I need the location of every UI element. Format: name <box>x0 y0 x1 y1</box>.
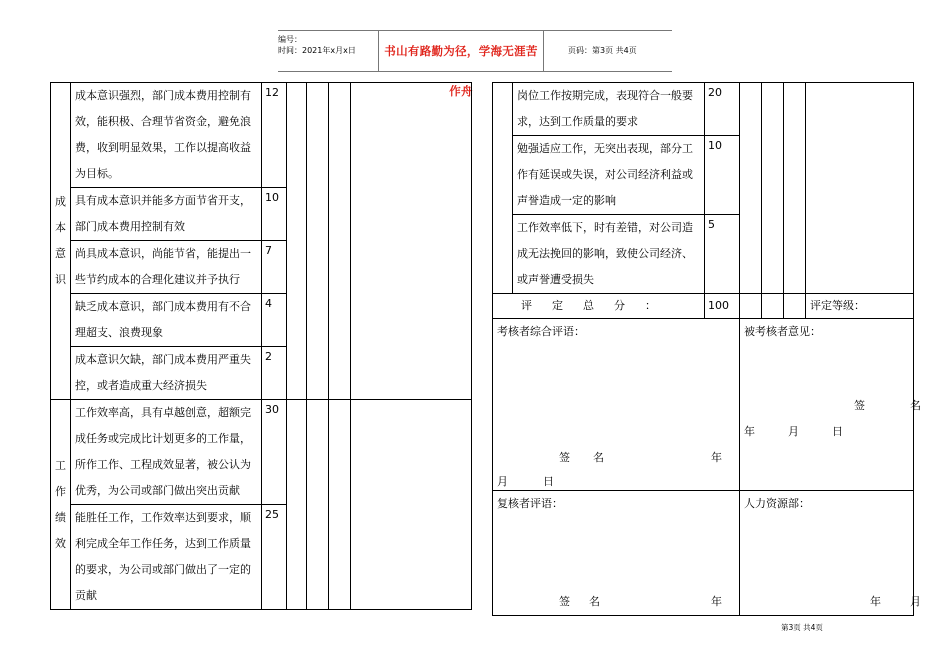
year-char: 年 <box>711 595 722 608</box>
score-cell <box>307 83 329 400</box>
month-char: 月 <box>497 475 508 488</box>
criterion-score: 30 <box>262 400 287 505</box>
day-char: 日 <box>543 475 554 488</box>
year-char: 年 <box>711 451 722 464</box>
total-score: 100 <box>705 294 740 319</box>
year-char: 年 <box>870 595 881 608</box>
name-char: 名 <box>593 451 604 464</box>
grade-label: 评定等级： <box>806 294 914 319</box>
day-char: 日 <box>832 425 843 438</box>
category-cost-awareness: 成 本 意 识 <box>51 83 71 400</box>
assessee-opinion-box[interactable] <box>740 319 921 491</box>
criterion-text: 成本意识欠缺，部门成本费用严重失控，或者造成重大经济损失 <box>71 347 262 400</box>
category-cell <box>493 83 513 294</box>
criterion-score: 20 <box>705 83 740 136</box>
reviewer-label: 复核者评语： <box>497 497 563 510</box>
year-char: 年 <box>744 425 755 438</box>
month-char: 月 <box>788 425 799 438</box>
category-work-performance: 工 作 绩 效 <box>51 400 71 610</box>
criterion-text: 缺乏成本意识，部门成本费用有不合理超支、浪费现象 <box>71 294 262 347</box>
month-char: 月 <box>910 595 921 608</box>
criterion-score: 10 <box>705 136 740 215</box>
criterion-text: 成本意识强烈，部门成本费用控制有效，能积极、合理节省资金，避免浪费，收到明显效果，工作以提高收益为目标。 <box>71 83 262 188</box>
criterion-score: 7 <box>262 241 287 294</box>
criterion-text: 工作效率低下，时有差错，对公司造成无法挽回的影响，致使公司经济、或声誉遭受损失 <box>513 215 705 294</box>
score-cell <box>784 294 806 319</box>
criterion-text: 工作效率高，具有卓越创意，超额完成任务或完成比计划更多的工作量，所作工作、工程成效显著，被公认为优秀，为公司或部门做出突出贡献 <box>71 400 262 505</box>
total-label: 评定总分： <box>493 294 705 319</box>
criterion-score: 4 <box>262 294 287 347</box>
right-evaluation-table <box>492 82 921 616</box>
score-cell <box>740 83 762 294</box>
sign-char: 签 <box>559 451 570 464</box>
criterion-text: 尚具成本意识，尚能节省，能提出一些节约成本的合理化建议并予执行 <box>71 241 262 294</box>
left-evaluation-table <box>50 82 472 610</box>
header-slogan: 书山有路勤为径，学海无涯苦作舟 <box>378 31 544 71</box>
number-label: 编号： <box>278 35 302 44</box>
score-cell <box>287 83 307 400</box>
criterion-score: 5 <box>705 215 740 294</box>
score-cell <box>329 400 351 610</box>
criterion-score: 12 <box>262 83 287 188</box>
criterion-score: 25 <box>262 505 287 610</box>
score-cell <box>784 83 806 294</box>
remark-cell <box>806 83 914 294</box>
score-cell <box>307 400 329 610</box>
score-cell <box>762 83 784 294</box>
score-cell <box>740 294 762 319</box>
assessor-comment-box[interactable] <box>493 319 740 491</box>
score-cell <box>287 400 307 610</box>
header-info <box>278 31 378 71</box>
header-page: 页码：第3页 共4页 <box>568 46 637 55</box>
sign-char: 签 <box>559 595 570 608</box>
name-char: 名 <box>910 399 921 412</box>
criterion-score: 10 <box>262 188 287 241</box>
score-cell <box>762 294 784 319</box>
reviewer-comment-box[interactable] <box>493 491 740 616</box>
criterion-text: 能胜任工作，工作效率达到要求，顺利完成全年工作任务，达到工作质量的要求，为公司或部门做出了一定的贡献 <box>71 505 262 610</box>
criterion-text: 具有成本意识并能多方面节省开支，部门成本费用控制有效 <box>71 188 262 241</box>
hr-label: 人力资源部： <box>744 497 810 510</box>
score-cell <box>329 83 351 400</box>
criterion-text: 岗位工作按期完成，表现符合一般要求，达到工作质量的要求 <box>513 83 705 136</box>
hr-comment-box[interactable] <box>740 491 921 616</box>
page-footer: 第3页 共4页 <box>781 623 823 632</box>
criterion-text: 勉强适应工作，无突出表现，部分工作有延误或失误，对公司经济利益或声誉造成一定的影响 <box>513 136 705 215</box>
time-label: 时间：2021年x月x日 <box>278 46 356 55</box>
assessor-label: 考核者综合评语： <box>497 325 585 338</box>
criterion-score: 2 <box>262 347 287 400</box>
assessee-label: 被考核者意见： <box>744 325 821 338</box>
page-header <box>278 30 672 98</box>
remark-cell <box>351 83 472 400</box>
sign-char: 签 <box>854 399 865 412</box>
name-char: 名 <box>589 595 600 608</box>
remark-cell <box>351 400 472 610</box>
